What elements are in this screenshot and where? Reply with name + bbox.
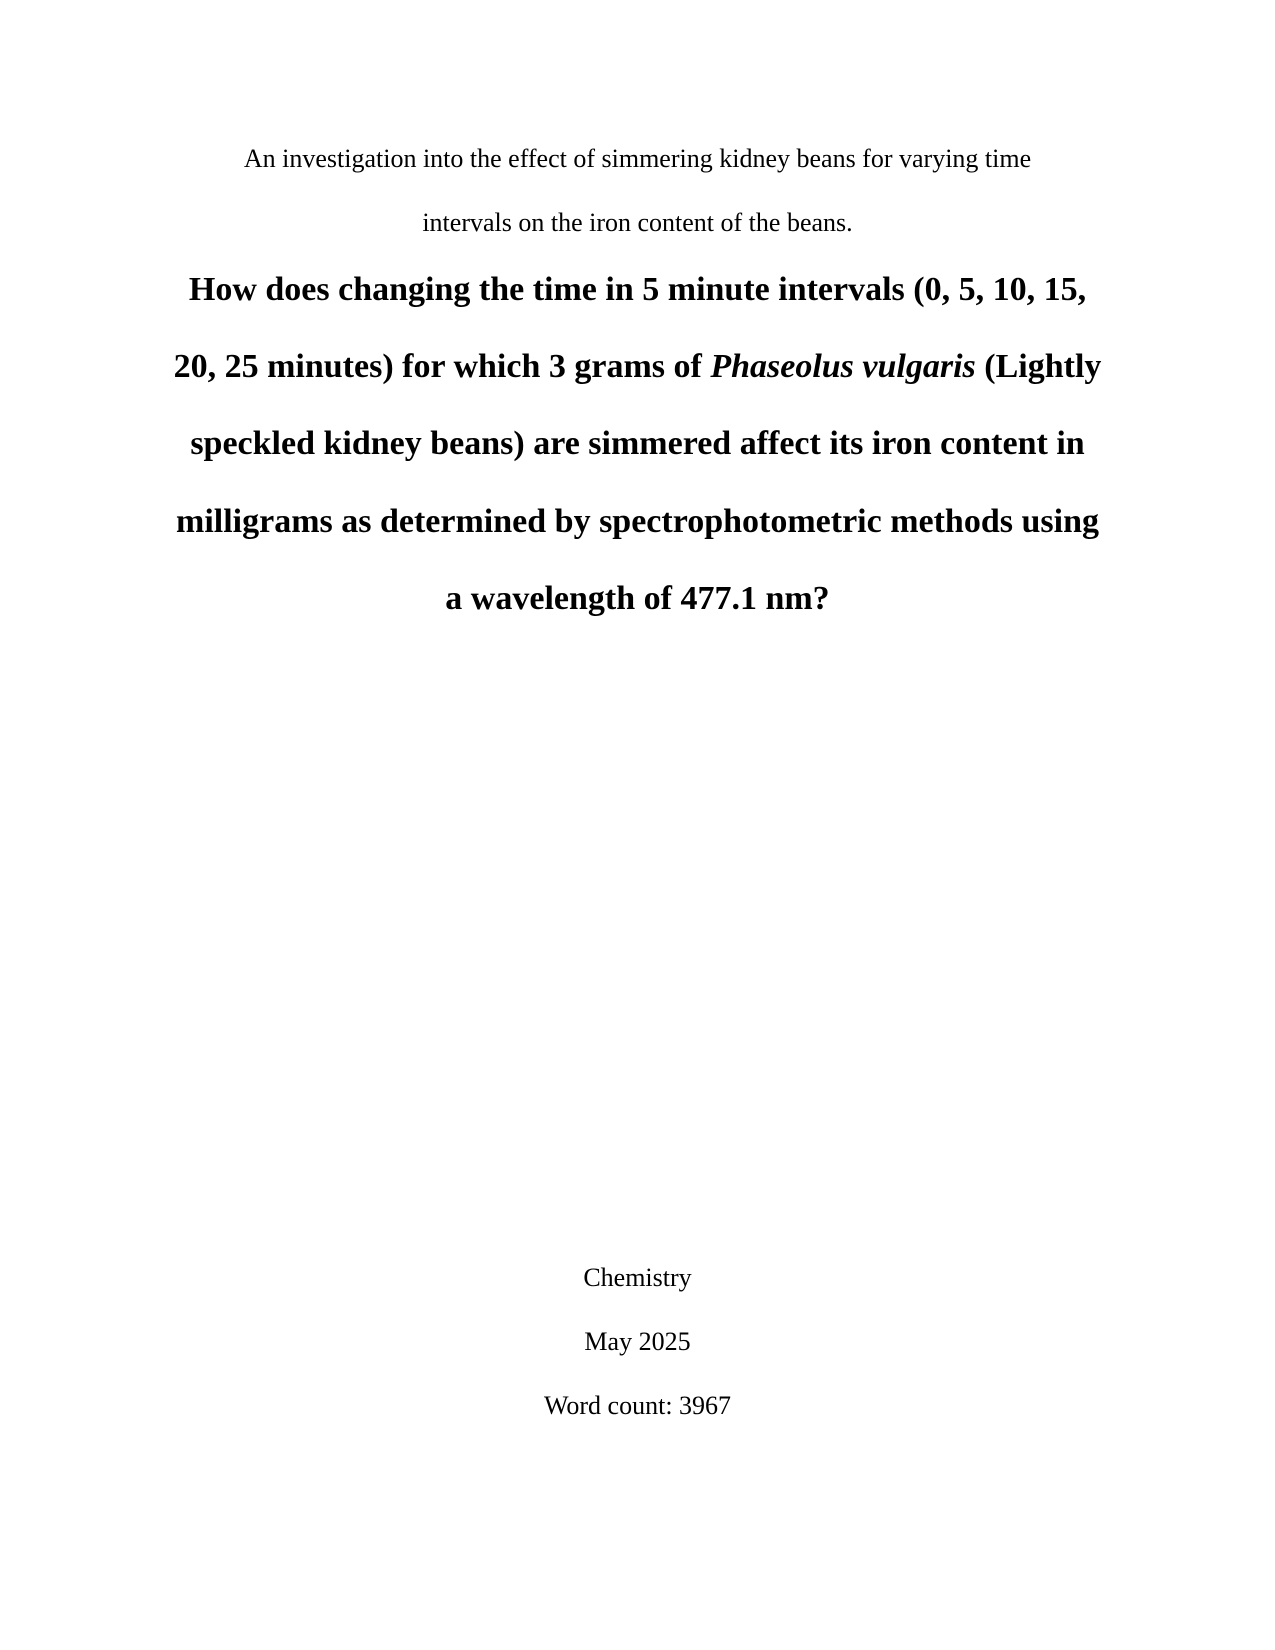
research-question-line-1: How does changing the time in 5 minute intervals (0, 5, 10, 15, — [188, 271, 1087, 308]
species-name: Phaseolus vulgaris — [710, 348, 976, 385]
exam-session: May 2025 — [584, 1327, 691, 1356]
subject: Chemistry — [583, 1263, 692, 1292]
research-question-line-4: milligrams as determined by spectrophotometric methods using — [176, 503, 1099, 540]
research-question-line-5: a wavelength of 477.1 nm? — [445, 580, 830, 617]
subtitle-line-1: An investigation into the effect of simmering kidney beans for varying time — [243, 144, 1032, 173]
rq-line2-start: 20, 25 minutes) for which 3 grams of — [173, 348, 711, 385]
word-count: Word count: 3967 — [543, 1391, 732, 1420]
subtitle-line-2: intervals on the iron content of the beans. — [422, 208, 853, 237]
rq-line2-end: (Lightly — [975, 348, 1102, 385]
research-question-line-3: speckled kidney beans) are simmered affect its iron content in — [190, 425, 1085, 462]
research-question-line-2 — [0, 348, 1275, 386]
